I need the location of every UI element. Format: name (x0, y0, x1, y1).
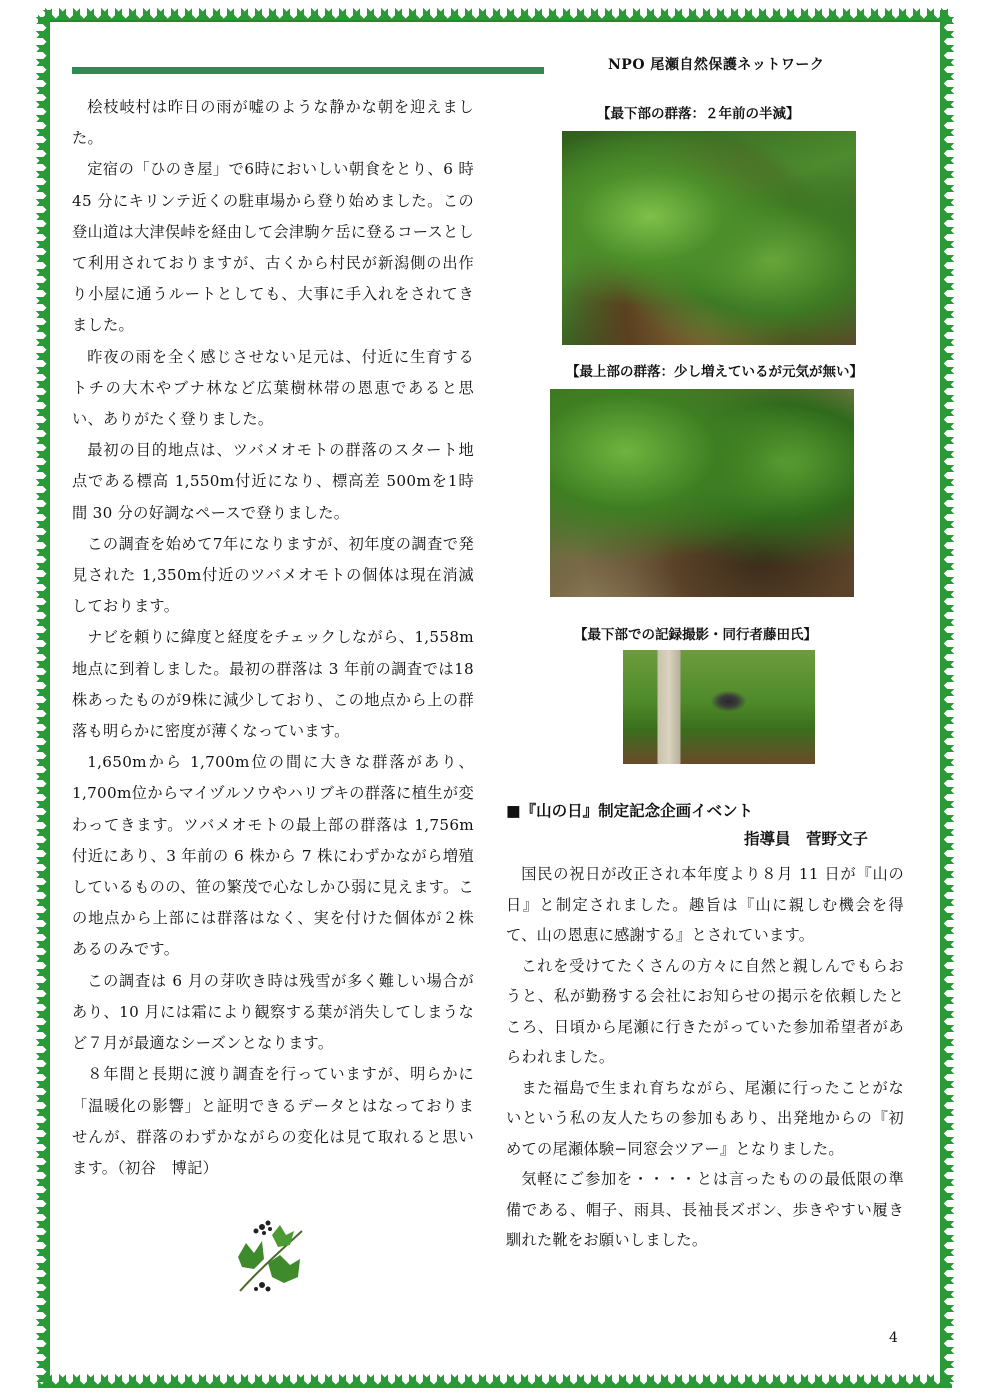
left-tree-border (36, 10, 50, 1386)
section-body (506, 859, 904, 1256)
page-number: 4 (889, 1330, 898, 1346)
bottom-tree-border (38, 1374, 952, 1390)
article-paragraph: ８年間と長期に渡り調査を行っていますが、明らかに「温暖化の影響」と証明できるデータとはなっておりませんが、群落のわずかながらの変化は見て取れると思います。（初谷 博記） (72, 1065, 474, 1177)
photo-caption-recording: 【最下部での記録撮影・同行者藤田氏】 (574, 627, 817, 643)
article-paragraph: この調査を始めて7年になりますが、初年度の調査で発見された 1,350m付近のツバメオモトの個体は現在消滅しております。 (72, 534, 474, 616)
article-paragraph: 桧枝岐村は昨日の雨が嘘のような静かな朝を迎えました。 (72, 98, 474, 148)
article-paragraph: 昨夜の雨を全く感じさせない足元は、付近に生育するトチの大木やブナ林など広葉樹林帯の恩恵であると思い、ありがたく登りました。 (72, 347, 474, 429)
article-paragraph: ナビを頼りに緯度と経度をチェックしながら、1,558m地点に到着しました。最初の群落は 3 年前の調査では18株あったものが9株に減少しており、この地点から上の群落も明らかに密度が薄くなっています。 (72, 628, 474, 741)
section-paragraph: また福島で生まれ育ちながら、尾瀬に行ったことがないという私の友人たちの参加もあり、出発地からの『初めての尾瀬体験−同窓会ツアー』となりました。 (506, 1078, 904, 1158)
right-tree-border (940, 10, 954, 1386)
article-paragraph: この調査は 6 月の芽吹き時は残雪が多く難しい場合があり、10 月には霜により観察する葉が消失してしまうなど７月が最適なシーズンとなります。 (72, 971, 474, 1053)
photo-caption-lowest-colony: 【最下部の群落：２年前の半減】 (597, 106, 800, 122)
yama-no-hi-section (506, 797, 904, 1256)
article-paragraph: 最初の目的地点は、ツバメオモトの群落のスタート地点である標高 1,550m付近になり、標高差 500mを1時間 30 分の好調なペースで登りました。 (72, 441, 474, 522)
photo-lowest-colony (562, 131, 856, 345)
top-tree-border (38, 6, 952, 22)
left-article (72, 92, 474, 1184)
header-green-bar (72, 67, 544, 74)
section-author: 指導員 菅野文子 (743, 829, 868, 848)
article-paragraph: 定宿の「ひのき屋」で6時においしい朝食をとり、6 時 45 分にキリンテ近くの駐車場から登り始めました。この登山道は大津俣峠を経由して会津駒ケ岳に登るコースとして利用されておりますが、古くから村民が新潟側の出作り小屋に通うルートとしても、大事に手入れをされてきました。 (72, 160, 474, 335)
article-paragraph: 1,650mから 1,700m位の間に大きな群落があり、1,700m位からマイヅルソウやハリブキの群落に植生が変わってきます。ツバメオモトの最上部の群落は 1,756m付近にあり、3 年前の 6 株から 7 株にわずかながら増殖しているものの、笹の繁茂で心なしかひ弱に見えます。この地点から上部には群落はなく、実を付けた個体が２株あるのみです。 (72, 753, 474, 959)
section-paragraph: 気軽にご参加を・・・・とは言ったものの最低限の準備である、帽子、雨具、長袖長ズボン、歩きやすい履き馴れた靴をお願いしました。 (506, 1170, 904, 1249)
ivy-leaf-ornament-icon (228, 1213, 312, 1297)
photo-highest-colony (550, 389, 854, 597)
photo-caption-highest-colony: 【最上部の群落：少し増えているが元気が無い】 (566, 364, 863, 380)
photo-recording (623, 650, 815, 764)
organization-name: NPO 尾瀬自然保護ネットワーク (608, 57, 825, 73)
section-paragraph: これを受けてたくさんの方々に自然と親しんでもらおうと、私が勤務する会社にお知らせの掲示を依頼したところ、日頃から尾瀬に行きたがっていた参加希望者があらわれました。 (506, 956, 904, 1066)
section-title: ■『山の日』制定記念企画イベント (506, 801, 754, 820)
section-paragraph: 国民の祝日が改正され本年度より８月 11 日が『山の日』と制定されました。趣旨は『山に親しむ機会を得て、山の恩恵に感謝する』とされています。 (506, 865, 904, 944)
